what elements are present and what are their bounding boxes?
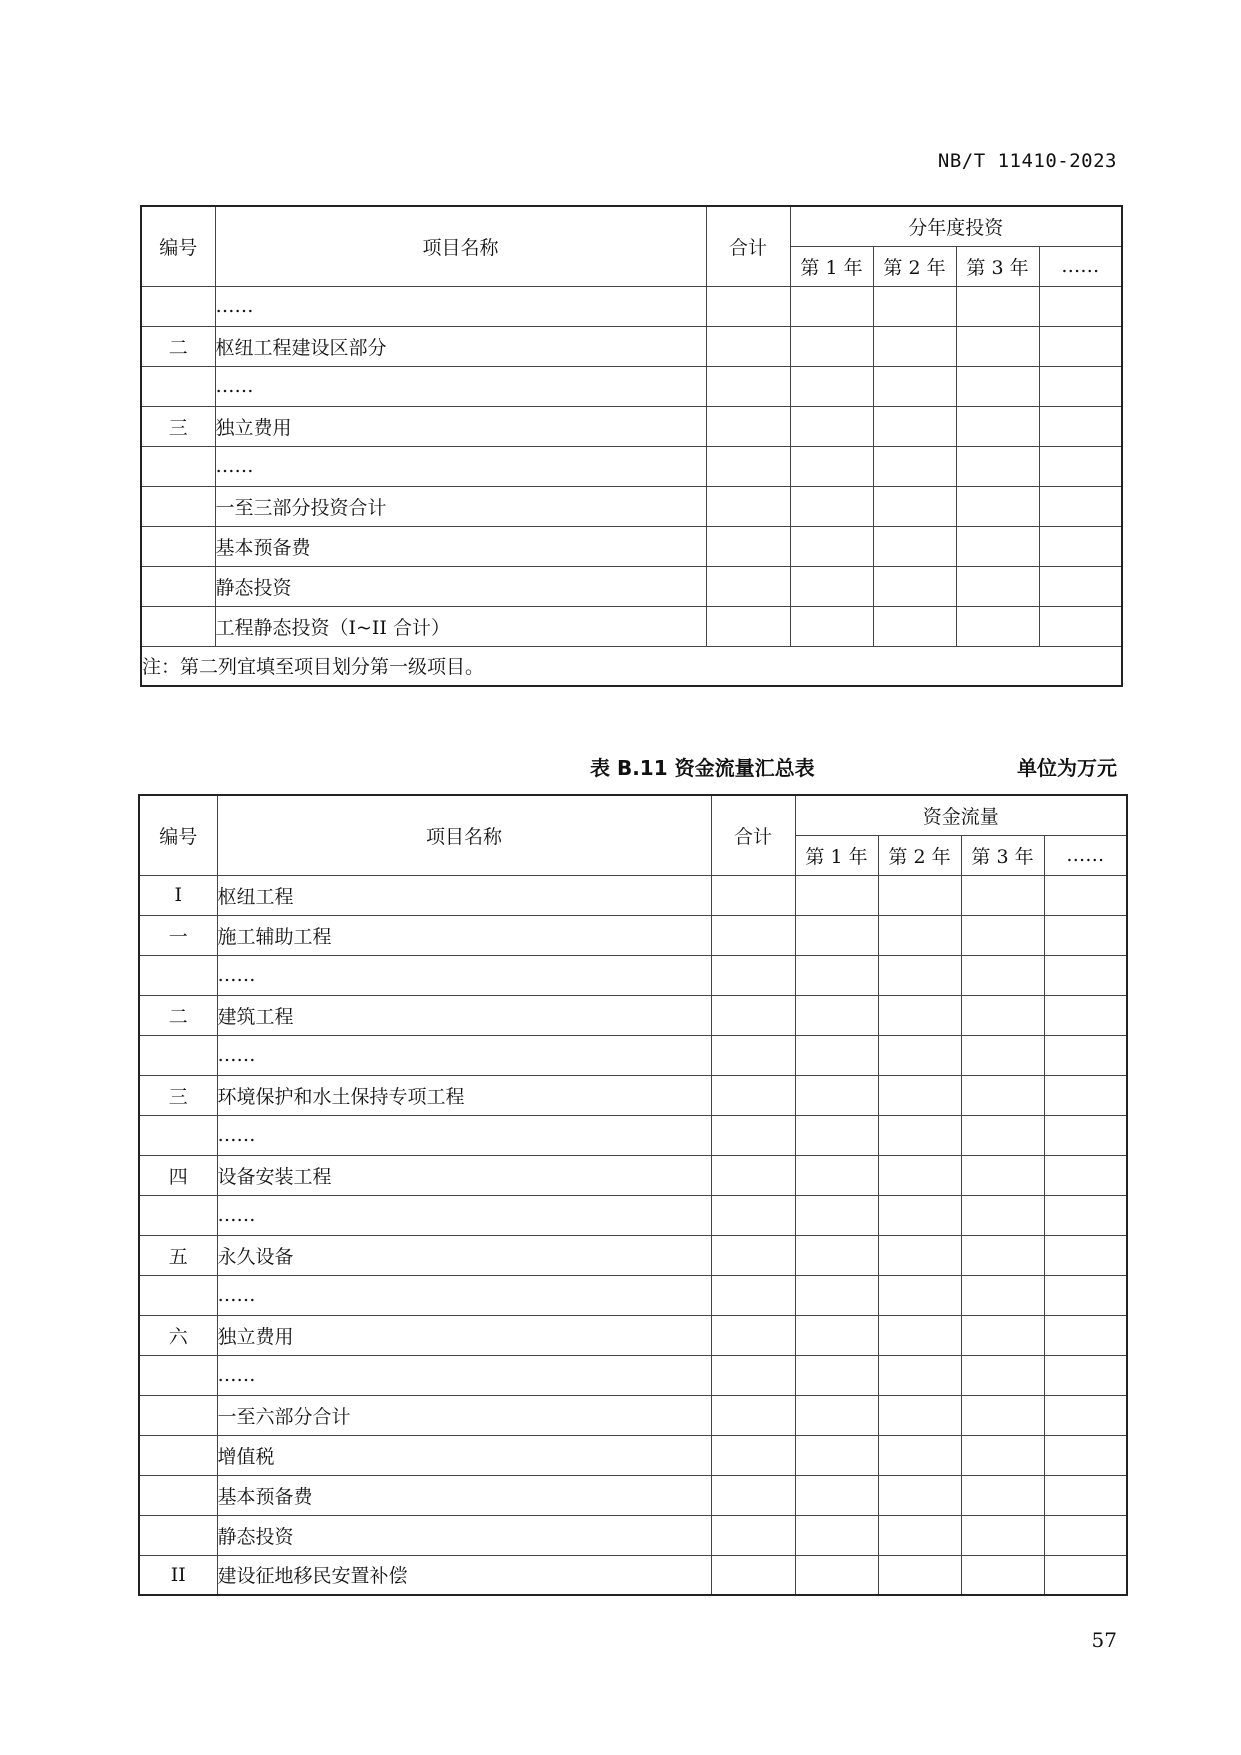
empty-cell bbox=[1044, 1515, 1127, 1555]
empty-cell bbox=[961, 1275, 1044, 1315]
empty-cell bbox=[1039, 566, 1122, 606]
row-number: II bbox=[139, 1555, 217, 1595]
table-row bbox=[141, 446, 1122, 486]
row-number bbox=[139, 955, 217, 995]
empty-cell bbox=[790, 446, 873, 486]
empty-cell bbox=[878, 875, 961, 915]
row-number: I bbox=[139, 875, 217, 915]
empty-cell bbox=[956, 566, 1039, 606]
empty-cell bbox=[795, 1195, 878, 1235]
empty-cell bbox=[711, 1115, 795, 1155]
row-name: 静态投资 bbox=[217, 1515, 711, 1555]
empty-cell bbox=[711, 1395, 795, 1435]
empty-cell bbox=[878, 1075, 961, 1115]
empty-cell bbox=[711, 1355, 795, 1395]
empty-cell bbox=[795, 1435, 878, 1475]
empty-cell bbox=[795, 1555, 878, 1595]
empty-cell bbox=[956, 286, 1039, 326]
empty-cell bbox=[1044, 1195, 1127, 1235]
empty-cell bbox=[706, 606, 790, 646]
empty-cell bbox=[961, 1235, 1044, 1275]
empty-cell bbox=[711, 1155, 795, 1195]
empty-cell bbox=[956, 446, 1039, 486]
empty-cell bbox=[711, 955, 795, 995]
row-number bbox=[139, 1355, 217, 1395]
table-row bbox=[139, 1235, 1127, 1275]
empty-cell bbox=[873, 446, 956, 486]
empty-cell bbox=[1039, 526, 1122, 566]
row-number bbox=[139, 1275, 217, 1315]
empty-cell bbox=[711, 1235, 795, 1275]
table-row bbox=[139, 1195, 1127, 1235]
empty-cell bbox=[961, 1155, 1044, 1195]
col-header-year-3: 第 3 年 bbox=[961, 835, 1044, 875]
empty-cell bbox=[795, 1315, 878, 1355]
empty-cell bbox=[1044, 1075, 1127, 1115]
empty-cell bbox=[711, 915, 795, 955]
table-caption: 表 B.11 资金流量汇总表 bbox=[590, 756, 815, 780]
row-name: …… bbox=[217, 1195, 711, 1235]
empty-cell bbox=[795, 1235, 878, 1275]
cash-flow-table bbox=[138, 794, 1128, 1596]
empty-cell bbox=[706, 326, 790, 366]
empty-cell bbox=[961, 995, 1044, 1035]
empty-cell bbox=[961, 1555, 1044, 1595]
empty-cell bbox=[795, 1395, 878, 1435]
row-number bbox=[141, 606, 215, 646]
empty-cell bbox=[711, 1515, 795, 1555]
row-number: 二 bbox=[139, 995, 217, 1035]
row-number bbox=[139, 1475, 217, 1515]
empty-cell bbox=[706, 286, 790, 326]
empty-cell bbox=[873, 606, 956, 646]
empty-cell bbox=[878, 1275, 961, 1315]
empty-cell bbox=[956, 366, 1039, 406]
empty-cell bbox=[961, 1315, 1044, 1355]
row-name: …… bbox=[217, 1035, 711, 1075]
empty-cell bbox=[961, 875, 1044, 915]
empty-cell bbox=[873, 286, 956, 326]
empty-cell bbox=[711, 1315, 795, 1355]
col-header-number: 编号 bbox=[141, 206, 215, 286]
table-row bbox=[139, 1555, 1127, 1595]
row-number bbox=[139, 1395, 217, 1435]
empty-cell bbox=[878, 1435, 961, 1475]
empty-cell bbox=[795, 875, 878, 915]
unit-label: 单位为万元 bbox=[1017, 756, 1117, 780]
empty-cell bbox=[1044, 1115, 1127, 1155]
row-number: 一 bbox=[139, 915, 217, 955]
empty-cell bbox=[878, 1475, 961, 1515]
row-name: …… bbox=[217, 1115, 711, 1155]
col-header-total: 合计 bbox=[706, 206, 790, 286]
empty-cell bbox=[961, 1515, 1044, 1555]
row-name: 一至六部分合计 bbox=[217, 1395, 711, 1435]
row-name: 一至三部分投资合计 bbox=[215, 486, 706, 526]
empty-cell bbox=[878, 1515, 961, 1555]
empty-cell bbox=[711, 1275, 795, 1315]
empty-cell bbox=[878, 1155, 961, 1195]
col-header-year-1: 第 1 年 bbox=[790, 246, 873, 286]
col-header-total: 合计 bbox=[711, 795, 795, 875]
empty-cell bbox=[878, 915, 961, 955]
row-name: …… bbox=[217, 955, 711, 995]
row-number: 三 bbox=[141, 406, 215, 446]
empty-cell bbox=[878, 1235, 961, 1275]
row-name: …… bbox=[215, 286, 706, 326]
empty-cell bbox=[790, 326, 873, 366]
empty-cell bbox=[711, 1195, 795, 1235]
empty-cell bbox=[790, 486, 873, 526]
table-row bbox=[141, 406, 1122, 446]
empty-cell bbox=[873, 486, 956, 526]
col-header-name: 项目名称 bbox=[215, 206, 706, 286]
empty-cell bbox=[873, 566, 956, 606]
empty-cell bbox=[873, 526, 956, 566]
empty-cell bbox=[706, 566, 790, 606]
row-number bbox=[139, 1435, 217, 1475]
empty-cell bbox=[790, 566, 873, 606]
col-header-year-more: …… bbox=[1039, 246, 1122, 286]
row-name: 永久设备 bbox=[217, 1235, 711, 1275]
empty-cell bbox=[711, 1075, 795, 1115]
empty-cell bbox=[961, 915, 1044, 955]
table-row bbox=[139, 875, 1127, 915]
empty-cell bbox=[956, 486, 1039, 526]
empty-cell bbox=[795, 1515, 878, 1555]
empty-cell bbox=[873, 366, 956, 406]
empty-cell bbox=[795, 955, 878, 995]
empty-cell bbox=[873, 326, 956, 366]
col-header-year-3: 第 3 年 bbox=[956, 246, 1039, 286]
empty-cell bbox=[1044, 1035, 1127, 1075]
empty-cell bbox=[790, 366, 873, 406]
empty-cell bbox=[1039, 406, 1122, 446]
table-row bbox=[139, 1155, 1127, 1195]
empty-cell bbox=[706, 526, 790, 566]
row-name: …… bbox=[217, 1275, 711, 1315]
empty-cell bbox=[1039, 286, 1122, 326]
row-number bbox=[141, 446, 215, 486]
empty-cell bbox=[795, 1475, 878, 1515]
empty-cell bbox=[795, 915, 878, 955]
row-name: 基本预备费 bbox=[217, 1475, 711, 1515]
empty-cell bbox=[961, 1355, 1044, 1395]
empty-cell bbox=[961, 1195, 1044, 1235]
empty-cell bbox=[795, 1115, 878, 1155]
empty-cell bbox=[711, 1035, 795, 1075]
table-row bbox=[139, 1075, 1127, 1115]
empty-cell bbox=[878, 955, 961, 995]
empty-cell bbox=[790, 286, 873, 326]
table-row bbox=[139, 915, 1127, 955]
empty-cell bbox=[711, 995, 795, 1035]
empty-cell bbox=[711, 1435, 795, 1475]
table-row bbox=[139, 1435, 1127, 1475]
table-row bbox=[139, 1035, 1127, 1075]
table-row bbox=[141, 606, 1122, 646]
empty-cell bbox=[795, 1035, 878, 1075]
empty-cell bbox=[706, 366, 790, 406]
row-number bbox=[141, 286, 215, 326]
empty-cell bbox=[1044, 1355, 1127, 1395]
row-name: …… bbox=[215, 446, 706, 486]
empty-cell bbox=[956, 606, 1039, 646]
empty-cell bbox=[878, 1035, 961, 1075]
empty-cell bbox=[878, 1315, 961, 1355]
empty-cell bbox=[961, 1395, 1044, 1435]
row-number: 五 bbox=[139, 1235, 217, 1275]
row-name: 独立费用 bbox=[215, 406, 706, 446]
row-number bbox=[139, 1115, 217, 1155]
row-name: 工程静态投资（I~II 合计） bbox=[215, 606, 706, 646]
empty-cell bbox=[956, 406, 1039, 446]
empty-cell bbox=[878, 1395, 961, 1435]
empty-cell bbox=[1044, 1315, 1127, 1355]
row-name: 枢纽工程建设区部分 bbox=[215, 326, 706, 366]
empty-cell bbox=[790, 526, 873, 566]
investment-table bbox=[140, 205, 1123, 687]
empty-cell bbox=[1044, 915, 1127, 955]
table-row bbox=[139, 1515, 1127, 1555]
empty-cell bbox=[1039, 326, 1122, 366]
empty-cell bbox=[711, 875, 795, 915]
empty-cell bbox=[795, 1355, 878, 1395]
table-row bbox=[139, 1395, 1127, 1435]
empty-cell bbox=[961, 955, 1044, 995]
col-header-year-1: 第 1 年 bbox=[795, 835, 878, 875]
row-name: …… bbox=[215, 366, 706, 406]
empty-cell bbox=[961, 1075, 1044, 1115]
table-row bbox=[139, 1475, 1127, 1515]
table-note: 注：第二列宜填至项目划分第一级项目。 bbox=[141, 646, 1122, 686]
empty-cell bbox=[878, 1555, 961, 1595]
row-number bbox=[139, 1035, 217, 1075]
empty-cell bbox=[706, 486, 790, 526]
empty-cell bbox=[1044, 955, 1127, 995]
empty-cell bbox=[1044, 1395, 1127, 1435]
col-header-name: 项目名称 bbox=[217, 795, 711, 875]
row-name: 设备安装工程 bbox=[217, 1155, 711, 1195]
empty-cell bbox=[961, 1035, 1044, 1075]
row-name: 建设征地移民安置补偿 bbox=[217, 1555, 711, 1595]
row-number bbox=[139, 1515, 217, 1555]
table1-body bbox=[141, 286, 1122, 646]
empty-cell bbox=[1039, 366, 1122, 406]
empty-cell bbox=[706, 446, 790, 486]
row-name: 枢纽工程 bbox=[217, 875, 711, 915]
row-name: 环境保护和水土保持专项工程 bbox=[217, 1075, 711, 1115]
table2-body bbox=[139, 875, 1127, 1595]
table2-header bbox=[139, 795, 1127, 875]
empty-cell bbox=[961, 1115, 1044, 1155]
row-name: 建筑工程 bbox=[217, 995, 711, 1035]
col-header-year-more: …… bbox=[1044, 835, 1127, 875]
table-row bbox=[141, 366, 1122, 406]
empty-cell bbox=[795, 995, 878, 1035]
row-number: 四 bbox=[139, 1155, 217, 1195]
row-number bbox=[141, 526, 215, 566]
table1-header bbox=[141, 206, 1122, 286]
row-name: …… bbox=[217, 1355, 711, 1395]
row-number bbox=[141, 566, 215, 606]
table-row bbox=[141, 486, 1122, 526]
table-row bbox=[141, 566, 1122, 606]
row-name: 基本预备费 bbox=[215, 526, 706, 566]
table-row bbox=[139, 995, 1127, 1035]
empty-cell bbox=[711, 1475, 795, 1515]
empty-cell bbox=[1044, 1235, 1127, 1275]
empty-cell bbox=[878, 1355, 961, 1395]
col-header-year-2: 第 2 年 bbox=[878, 835, 961, 875]
empty-cell bbox=[1044, 1275, 1127, 1315]
row-number bbox=[141, 486, 215, 526]
empty-cell bbox=[1044, 1155, 1127, 1195]
row-number: 二 bbox=[141, 326, 215, 366]
table-row bbox=[139, 1315, 1127, 1355]
row-number bbox=[141, 366, 215, 406]
table-row bbox=[141, 526, 1122, 566]
empty-cell bbox=[1044, 875, 1127, 915]
row-number: 三 bbox=[139, 1075, 217, 1115]
table-row bbox=[141, 286, 1122, 326]
table-row bbox=[139, 1115, 1127, 1155]
empty-cell bbox=[956, 526, 1039, 566]
row-name: 静态投资 bbox=[215, 566, 706, 606]
empty-cell bbox=[1044, 1435, 1127, 1475]
empty-cell bbox=[790, 406, 873, 446]
empty-cell bbox=[878, 1195, 961, 1235]
empty-cell bbox=[1039, 606, 1122, 646]
empty-cell bbox=[961, 1475, 1044, 1515]
empty-cell bbox=[1044, 1475, 1127, 1515]
col-header-group: 分年度投资 bbox=[790, 206, 1122, 246]
empty-cell bbox=[956, 326, 1039, 366]
page-number: 57 bbox=[1091, 1628, 1117, 1652]
col-header-year-2: 第 2 年 bbox=[873, 246, 956, 286]
empty-cell bbox=[873, 406, 956, 446]
empty-cell bbox=[795, 1155, 878, 1195]
empty-cell bbox=[711, 1555, 795, 1595]
standard-code: NB/T 11410-2023 bbox=[937, 150, 1117, 172]
empty-cell bbox=[878, 1115, 961, 1155]
row-number: 六 bbox=[139, 1315, 217, 1355]
empty-cell bbox=[1039, 446, 1122, 486]
empty-cell bbox=[1044, 995, 1127, 1035]
table-row bbox=[141, 326, 1122, 366]
empty-cell bbox=[961, 1435, 1044, 1475]
empty-cell bbox=[795, 1075, 878, 1115]
col-header-group: 资金流量 bbox=[795, 795, 1127, 835]
table-row bbox=[139, 1275, 1127, 1315]
row-name: 增值税 bbox=[217, 1435, 711, 1475]
col-header-number: 编号 bbox=[139, 795, 217, 875]
row-number bbox=[139, 1195, 217, 1235]
row-name: 独立费用 bbox=[217, 1315, 711, 1355]
empty-cell bbox=[1039, 486, 1122, 526]
empty-cell bbox=[706, 406, 790, 446]
empty-cell bbox=[795, 1275, 878, 1315]
row-name: 施工辅助工程 bbox=[217, 915, 711, 955]
table-row bbox=[139, 1355, 1127, 1395]
table-row bbox=[139, 955, 1127, 995]
empty-cell bbox=[790, 606, 873, 646]
empty-cell bbox=[1044, 1555, 1127, 1595]
empty-cell bbox=[878, 995, 961, 1035]
